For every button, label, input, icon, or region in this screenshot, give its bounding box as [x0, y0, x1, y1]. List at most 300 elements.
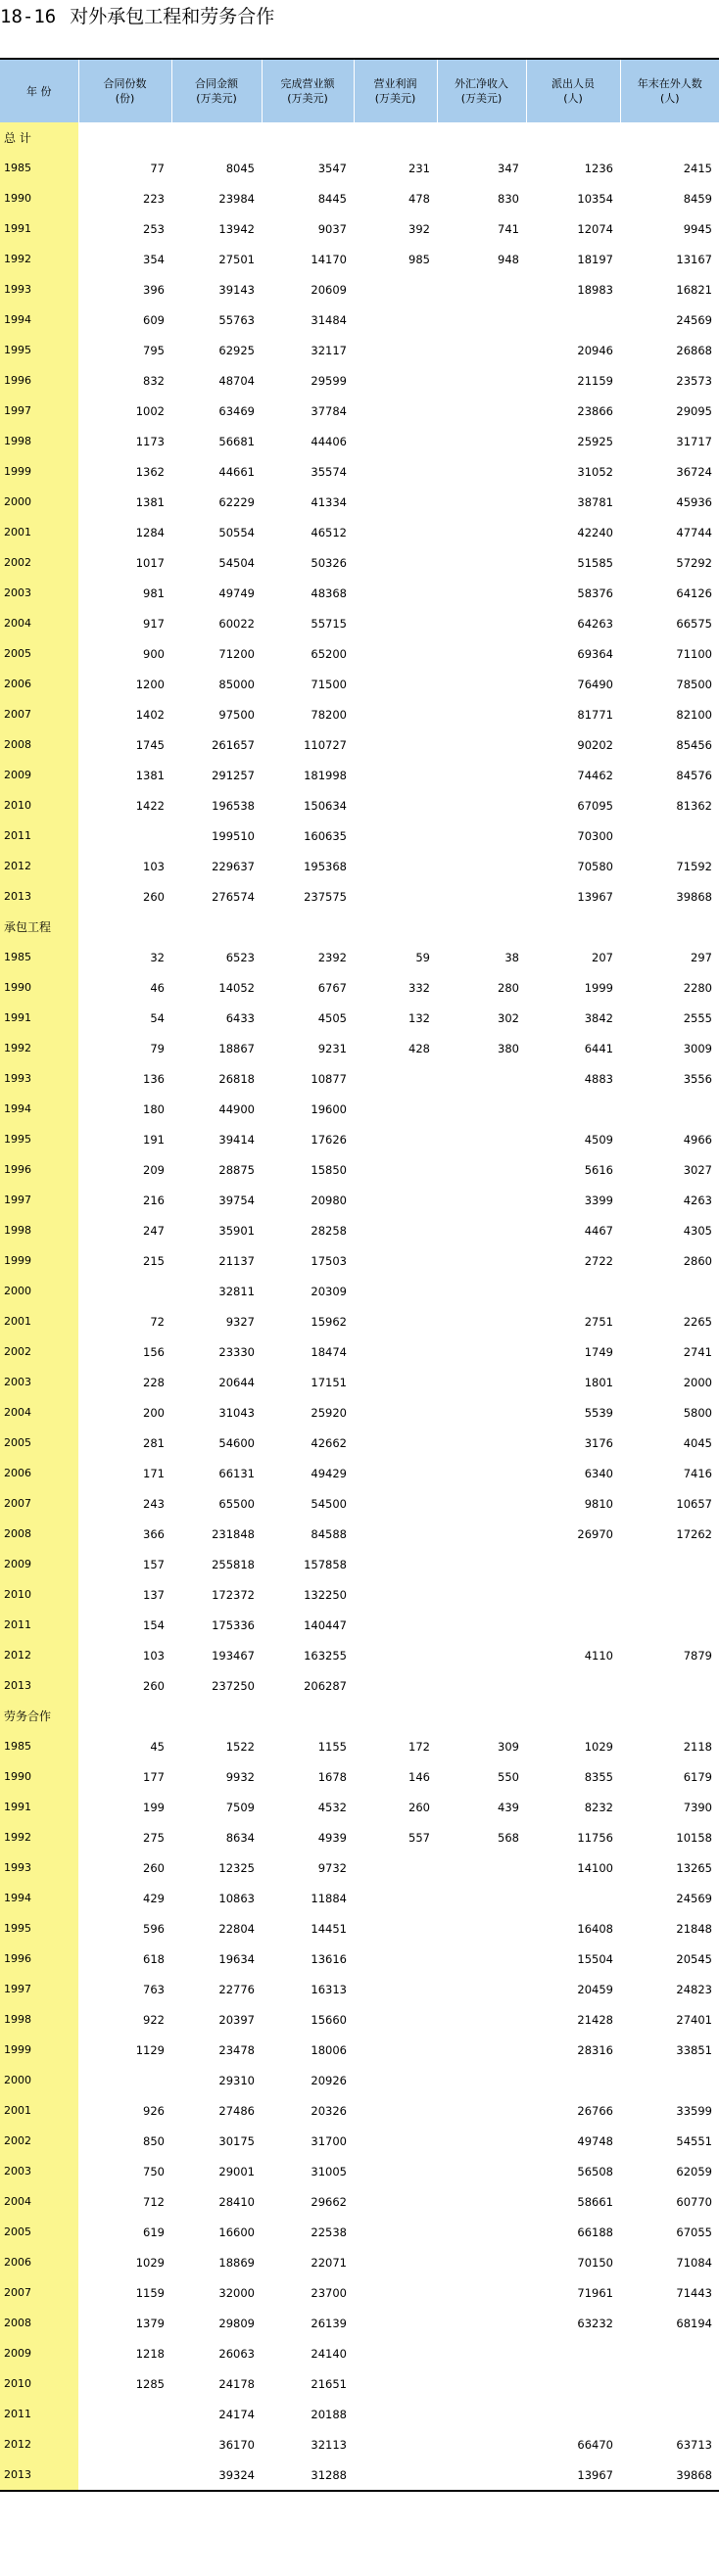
dispatched-cell: 63232 — [577, 2316, 613, 2330]
net-fx-income-cell — [437, 335, 526, 365]
contracts-cell: 137 — [143, 1587, 165, 1602]
dispatched-cell: 13967 — [577, 889, 613, 904]
profit-cell — [354, 396, 437, 426]
table-row — [0, 1822, 719, 1852]
contracts-cell: 981 — [143, 585, 165, 600]
turnover-cell: 140447 — [304, 1617, 347, 1632]
profit-cell — [354, 2065, 437, 2095]
contracts-cell: 609 — [143, 312, 165, 327]
contracts-cell: 712 — [143, 2194, 165, 2209]
table-row — [0, 2277, 719, 2308]
year-cell: 1993 — [0, 1063, 78, 1094]
profit-cell — [354, 1428, 437, 1458]
table-row — [0, 2368, 719, 2399]
turnover-cell: 50326 — [311, 555, 347, 570]
contract-value-cell: 291257 — [212, 768, 255, 782]
contract-value-cell: 13942 — [218, 221, 255, 236]
turnover-cell: 20188 — [311, 2407, 347, 2421]
year-cell: 1996 — [0, 365, 78, 396]
abroad-year-end-cell — [620, 820, 719, 851]
table-row — [0, 213, 719, 244]
abroad-year-end-cell: 33851 — [676, 2042, 712, 2057]
contract-value-cell: 29310 — [218, 2073, 255, 2087]
contracts-cell: 1218 — [135, 2346, 165, 2361]
profit-cell — [354, 456, 437, 487]
abroad-year-end-cell: 4305 — [683, 1223, 712, 1238]
net-fx-income-cell — [437, 820, 526, 851]
dispatched-cell: 1999 — [584, 980, 613, 995]
turnover-cell: 163255 — [304, 1648, 347, 1663]
contract-value-cell: 28875 — [218, 1162, 255, 1177]
profit-cell — [354, 335, 437, 365]
turnover-cell: 29599 — [311, 373, 347, 388]
abroad-year-end-cell: 20545 — [676, 1951, 712, 1966]
table-row — [0, 1094, 719, 1124]
year-cell: 1994 — [0, 304, 78, 335]
year-cell: 2011 — [0, 1610, 78, 1640]
column-header-abroad-year-end — [620, 60, 719, 122]
dispatched-cell: 3176 — [584, 1435, 613, 1450]
year-cell: 1985 — [0, 153, 78, 183]
profit-cell: 428 — [408, 1041, 430, 1055]
profit-cell: 231 — [408, 161, 430, 175]
column-header-turnover — [262, 60, 354, 122]
profit-cell — [354, 1458, 437, 1488]
contract-value-cell: 14052 — [218, 980, 255, 995]
dispatched-cell: 66470 — [577, 2437, 613, 2452]
contract-value-cell: 62229 — [218, 494, 255, 509]
profit-cell — [354, 729, 437, 760]
profit-cell: 59 — [415, 950, 430, 964]
column-header-year: 年 份 — [0, 60, 78, 122]
column-header-line: (万美元) — [460, 92, 503, 105]
table-row — [0, 1063, 719, 1094]
table-row — [0, 335, 719, 365]
abroad-year-end-cell: 7416 — [683, 1466, 712, 1480]
dispatched-cell: 70300 — [577, 828, 613, 843]
contracts-cell: 354 — [143, 252, 165, 266]
abroad-year-end-cell: 2000 — [683, 1375, 712, 1389]
table-row — [0, 1245, 719, 1276]
abroad-year-end-cell: 9945 — [683, 221, 712, 236]
profit-cell — [354, 1276, 437, 1306]
abroad-year-end-cell: 3556 — [683, 1071, 712, 1086]
year-cell: 2009 — [0, 760, 78, 790]
profit-cell — [354, 760, 437, 790]
abroad-year-end-cell — [620, 2368, 719, 2399]
contracts-cell: 926 — [143, 2103, 165, 2118]
dispatched-cell: 74462 — [577, 768, 613, 782]
turnover-cell: 15660 — [311, 2012, 347, 2027]
year-cell: 2013 — [0, 881, 78, 912]
year-cell: 2010 — [0, 1579, 78, 1610]
dispatched-cell: 20459 — [577, 1982, 613, 1996]
turnover-cell: 26139 — [311, 2316, 347, 2330]
table-row — [0, 1944, 719, 1974]
net-fx-income-cell: 380 — [498, 1041, 519, 1055]
profit-cell: 557 — [408, 1830, 430, 1845]
contract-value-cell: 237250 — [212, 1678, 255, 1693]
abroad-year-end-cell: 71084 — [676, 2255, 712, 2270]
table-row — [0, 1610, 719, 1640]
contracts-cell: 1402 — [135, 707, 165, 722]
table-row — [0, 1974, 719, 2004]
abroad-year-end-cell: 17262 — [676, 1526, 712, 1541]
contract-value-cell: 48704 — [218, 373, 255, 388]
dispatched-cell — [526, 1276, 620, 1306]
abroad-year-end-cell — [620, 2065, 719, 2095]
empty-cell — [171, 1701, 262, 1731]
turnover-cell: 206287 — [304, 1678, 347, 1693]
abroad-year-end-cell: 84576 — [676, 768, 712, 782]
dispatched-cell: 66188 — [577, 2225, 613, 2239]
net-fx-income-cell — [437, 2126, 526, 2156]
year-cell: 1999 — [0, 2035, 78, 2065]
profit-cell — [354, 2186, 437, 2217]
abroad-year-end-cell: 7390 — [683, 1800, 712, 1814]
table-row — [0, 2095, 719, 2126]
contracts-cell — [78, 2459, 171, 2491]
table-row — [0, 729, 719, 760]
contracts-cell: 103 — [143, 1648, 165, 1663]
year-cell: 2007 — [0, 1488, 78, 1519]
year-cell: 2003 — [0, 578, 78, 608]
contracts-cell: 1129 — [135, 2042, 165, 2057]
net-fx-income-cell — [437, 2368, 526, 2399]
abroad-year-end-cell: 57292 — [676, 555, 712, 570]
turnover-cell: 20926 — [311, 2073, 347, 2087]
column-header-line: (人) — [659, 92, 680, 105]
abroad-year-end-cell: 27401 — [676, 2012, 712, 2027]
turnover-cell: 3547 — [317, 161, 347, 175]
dispatched-cell — [526, 1670, 620, 1701]
empty-cell — [437, 1701, 526, 1731]
contracts-cell: 619 — [143, 2225, 165, 2239]
year-cell: 1992 — [0, 1033, 78, 1063]
contract-value-cell: 28410 — [218, 2194, 255, 2209]
empty-cell — [437, 122, 526, 153]
abroad-year-end-cell: 10158 — [676, 1830, 712, 1845]
section-label: 劳务合作 — [0, 1701, 78, 1731]
profit-cell: 132 — [408, 1010, 430, 1025]
profit-cell — [354, 638, 437, 669]
empty-cell — [437, 912, 526, 942]
contract-value-cell: 10863 — [218, 1891, 255, 1905]
year-cell: 1991 — [0, 1792, 78, 1822]
contracts-cell: 1381 — [135, 768, 165, 782]
dispatched-cell: 51585 — [577, 555, 613, 570]
abroad-year-end-cell: 31717 — [676, 434, 712, 448]
contract-value-cell: 23330 — [218, 1344, 255, 1359]
contracts-cell: 429 — [143, 1891, 165, 1905]
contracts-cell: 180 — [143, 1101, 165, 1116]
contracts-cell: 1159 — [135, 2285, 165, 2300]
profit-cell — [354, 1519, 437, 1549]
year-cell: 2007 — [0, 2277, 78, 2308]
dispatched-cell — [526, 1610, 620, 1640]
dispatched-cell: 64263 — [577, 616, 613, 631]
year-cell: 1997 — [0, 1185, 78, 1215]
contract-value-cell: 12325 — [218, 1860, 255, 1875]
year-cell: 2002 — [0, 1336, 78, 1367]
profit-cell: 260 — [408, 1800, 430, 1814]
net-fx-income-cell — [437, 1488, 526, 1519]
contract-value-cell: 65500 — [218, 1496, 255, 1511]
table-row — [0, 1852, 719, 1883]
year-cell: 1992 — [0, 1822, 78, 1852]
turnover-cell: 20326 — [311, 2103, 347, 2118]
abroad-year-end-cell: 2415 — [683, 161, 712, 175]
turnover-cell: 49429 — [311, 1466, 347, 1480]
contract-value-cell: 44900 — [218, 1101, 255, 1116]
dispatched-cell: 15504 — [577, 1951, 613, 1966]
contracts-cell: 77 — [150, 161, 165, 175]
dispatched-cell: 25925 — [577, 434, 613, 448]
year-cell: 1998 — [0, 426, 78, 456]
turnover-cell: 41334 — [311, 494, 347, 509]
year-cell: 2001 — [0, 517, 78, 547]
dispatched-cell: 14100 — [577, 1860, 613, 1875]
turnover-cell: 22071 — [311, 2255, 347, 2270]
abroad-year-end-cell: 13167 — [676, 252, 712, 266]
contract-value-cell: 7509 — [225, 1800, 255, 1814]
table-title — [0, 4, 274, 29]
table-row — [0, 2186, 719, 2217]
net-fx-income-cell — [437, 304, 526, 335]
profit-cell: 172 — [408, 1739, 430, 1754]
table-row — [0, 820, 719, 851]
year-cell: 2008 — [0, 729, 78, 760]
contract-value-cell: 16600 — [218, 2225, 255, 2239]
contracts-cell: 46 — [150, 980, 165, 995]
year-cell: 2006 — [0, 669, 78, 699]
contract-value-cell: 276574 — [212, 889, 255, 904]
profit-cell — [354, 1367, 437, 1397]
table-row — [0, 2065, 719, 2095]
net-fx-income-cell — [437, 1154, 526, 1185]
turnover-cell: 54500 — [311, 1496, 347, 1511]
year-cell: 2000 — [0, 487, 78, 517]
profit-cell: 985 — [408, 252, 430, 266]
empty-cell — [354, 122, 437, 153]
year-cell: 1990 — [0, 183, 78, 213]
contracts-cell: 216 — [143, 1193, 165, 1207]
contract-value-cell: 32811 — [218, 1284, 255, 1298]
abroad-year-end-cell: 71100 — [676, 646, 712, 661]
abroad-year-end-cell: 78500 — [676, 677, 712, 691]
profit-cell — [354, 426, 437, 456]
dispatched-cell: 38781 — [577, 494, 613, 509]
contracts-cell: 260 — [143, 1860, 165, 1875]
profit-cell — [354, 547, 437, 578]
turnover-cell: 44406 — [311, 434, 347, 448]
contracts-cell: 1200 — [135, 677, 165, 691]
year-cell: 2013 — [0, 1670, 78, 1701]
turnover-cell: 16313 — [311, 1982, 347, 1996]
profit-cell — [354, 1124, 437, 1154]
empty-cell — [526, 1701, 620, 1731]
table-row — [0, 1124, 719, 1154]
table-row — [0, 638, 719, 669]
profit-cell — [354, 365, 437, 396]
contract-value-cell: 8045 — [225, 161, 255, 175]
contract-value-cell: 55763 — [218, 312, 255, 327]
net-fx-income-cell — [437, 1185, 526, 1215]
contracts-cell: 1422 — [135, 798, 165, 813]
year-cell: 1996 — [0, 1154, 78, 1185]
profit-cell — [354, 2004, 437, 2035]
contracts-cell: 215 — [143, 1253, 165, 1268]
turnover-cell: 157858 — [304, 1557, 347, 1571]
abroad-year-end-cell: 10657 — [676, 1496, 712, 1511]
section-header-row — [0, 912, 719, 942]
table-row — [0, 760, 719, 790]
net-fx-income-cell — [437, 426, 526, 456]
profit-cell: 146 — [408, 1769, 430, 1784]
table-row — [0, 2459, 719, 2491]
abroad-year-end-cell: 2741 — [683, 1344, 712, 1359]
turnover-cell: 9231 — [317, 1041, 347, 1055]
contracts-cell: 1017 — [135, 555, 165, 570]
profit-cell — [354, 1336, 437, 1367]
net-fx-income-cell: 439 — [498, 1800, 519, 1814]
dispatched-cell: 23866 — [577, 403, 613, 418]
turnover-cell: 4505 — [317, 1010, 347, 1025]
contract-value-cell: 6433 — [225, 1010, 255, 1025]
contracts-cell: 1173 — [135, 434, 165, 448]
profit-cell: 478 — [408, 191, 430, 206]
contract-value-cell: 71200 — [218, 646, 255, 661]
contract-value-cell: 54504 — [218, 555, 255, 570]
column-header-line: (份) — [115, 92, 135, 105]
dispatched-cell: 76490 — [577, 677, 613, 691]
contract-value-cell: 23984 — [218, 191, 255, 206]
net-fx-income-cell: 830 — [498, 191, 519, 206]
dispatched-cell: 81771 — [577, 707, 613, 722]
year-cell: 1999 — [0, 1245, 78, 1276]
dispatched-cell: 5616 — [584, 1162, 613, 1177]
net-fx-income-cell — [437, 2459, 526, 2491]
table-row — [0, 2217, 719, 2247]
turnover-cell: 18474 — [311, 1344, 347, 1359]
dispatched-cell: 207 — [592, 950, 613, 964]
contract-value-cell: 20644 — [218, 1375, 255, 1389]
year-cell: 1993 — [0, 1852, 78, 1883]
section-label: 总 计 — [0, 122, 78, 153]
turnover-cell: 29662 — [311, 2194, 347, 2209]
profit-cell — [354, 1549, 437, 1579]
profit-cell: 392 — [408, 221, 430, 236]
contracts-cell: 209 — [143, 1162, 165, 1177]
abroad-year-end-cell — [620, 1276, 719, 1306]
dispatched-cell: 70150 — [577, 2255, 613, 2270]
abroad-year-end-cell: 23573 — [676, 373, 712, 388]
year-cell: 1991 — [0, 213, 78, 244]
net-fx-income-cell: 309 — [498, 1739, 519, 1754]
year-cell: 2001 — [0, 2095, 78, 2126]
dispatched-cell: 16408 — [577, 1921, 613, 1936]
table-row — [0, 2035, 719, 2065]
empty-cell — [620, 122, 719, 153]
turnover-cell: 55715 — [311, 616, 347, 631]
turnover-cell: 17503 — [311, 1253, 347, 1268]
dispatched-cell — [526, 1579, 620, 1610]
net-fx-income-cell — [437, 2156, 526, 2186]
year-cell: 2013 — [0, 2459, 78, 2491]
table-row — [0, 183, 719, 213]
table-row — [0, 1549, 719, 1579]
dispatched-cell: 56508 — [577, 2164, 613, 2178]
contracts-cell: 1745 — [135, 737, 165, 752]
profit-cell — [354, 304, 437, 335]
net-fx-income-cell — [437, 1579, 526, 1610]
contract-value-cell: 50554 — [218, 525, 255, 539]
net-fx-income-cell: 568 — [498, 1830, 519, 1845]
column-header-net-fx-income — [437, 60, 526, 122]
dispatched-cell: 4509 — [584, 1132, 613, 1147]
dispatched-cell: 69364 — [577, 646, 613, 661]
column-header-line: 派出人员 — [551, 77, 595, 90]
net-fx-income-cell — [437, 1276, 526, 1306]
profit-cell — [354, 2247, 437, 2277]
profit-cell — [354, 1883, 437, 1913]
net-fx-income-cell — [437, 1063, 526, 1094]
year-cell: 2004 — [0, 1397, 78, 1428]
profit-cell — [354, 2399, 437, 2429]
dispatched-cell — [526, 1549, 620, 1579]
dispatched-cell: 42240 — [577, 525, 613, 539]
contracts-cell — [78, 820, 171, 851]
turnover-cell: 31005 — [311, 2164, 347, 2178]
table-row — [0, 2429, 719, 2459]
turnover-cell: 37784 — [311, 403, 347, 418]
contracts-cell: 228 — [143, 1375, 165, 1389]
turnover-cell: 4532 — [317, 1800, 347, 1814]
contracts-cell: 72 — [150, 1314, 165, 1329]
year-cell: 1999 — [0, 456, 78, 487]
year-cell: 2001 — [0, 1306, 78, 1336]
year-cell: 2010 — [0, 790, 78, 820]
net-fx-income-cell — [437, 365, 526, 396]
net-fx-income-cell — [437, 669, 526, 699]
net-fx-income-cell — [437, 729, 526, 760]
table-row — [0, 1488, 719, 1519]
turnover-cell: 23700 — [311, 2285, 347, 2300]
net-fx-income-cell — [437, 1670, 526, 1701]
net-fx-income-cell — [437, 608, 526, 638]
empty-cell — [262, 912, 354, 942]
turnover-cell: 31700 — [311, 2133, 347, 2148]
contracts-cell: 103 — [143, 859, 165, 873]
table-body — [0, 122, 719, 2491]
dispatched-cell: 49748 — [577, 2133, 613, 2148]
contract-value-cell: 39143 — [218, 282, 255, 297]
table-row — [0, 1458, 719, 1488]
net-fx-income-cell — [437, 1428, 526, 1458]
table-row — [0, 244, 719, 274]
dispatched-cell: 71961 — [577, 2285, 613, 2300]
abroad-year-end-cell: 85456 — [676, 737, 712, 752]
contracts-cell: 922 — [143, 2012, 165, 2027]
empty-cell — [526, 122, 620, 153]
contracts-cell: 260 — [143, 889, 165, 904]
table-row — [0, 608, 719, 638]
net-fx-income-cell — [437, 1458, 526, 1488]
table-row — [0, 2338, 719, 2368]
net-fx-income-cell — [437, 1944, 526, 1974]
table-row — [0, 699, 719, 729]
abroad-year-end-cell: 33599 — [676, 2103, 712, 2118]
